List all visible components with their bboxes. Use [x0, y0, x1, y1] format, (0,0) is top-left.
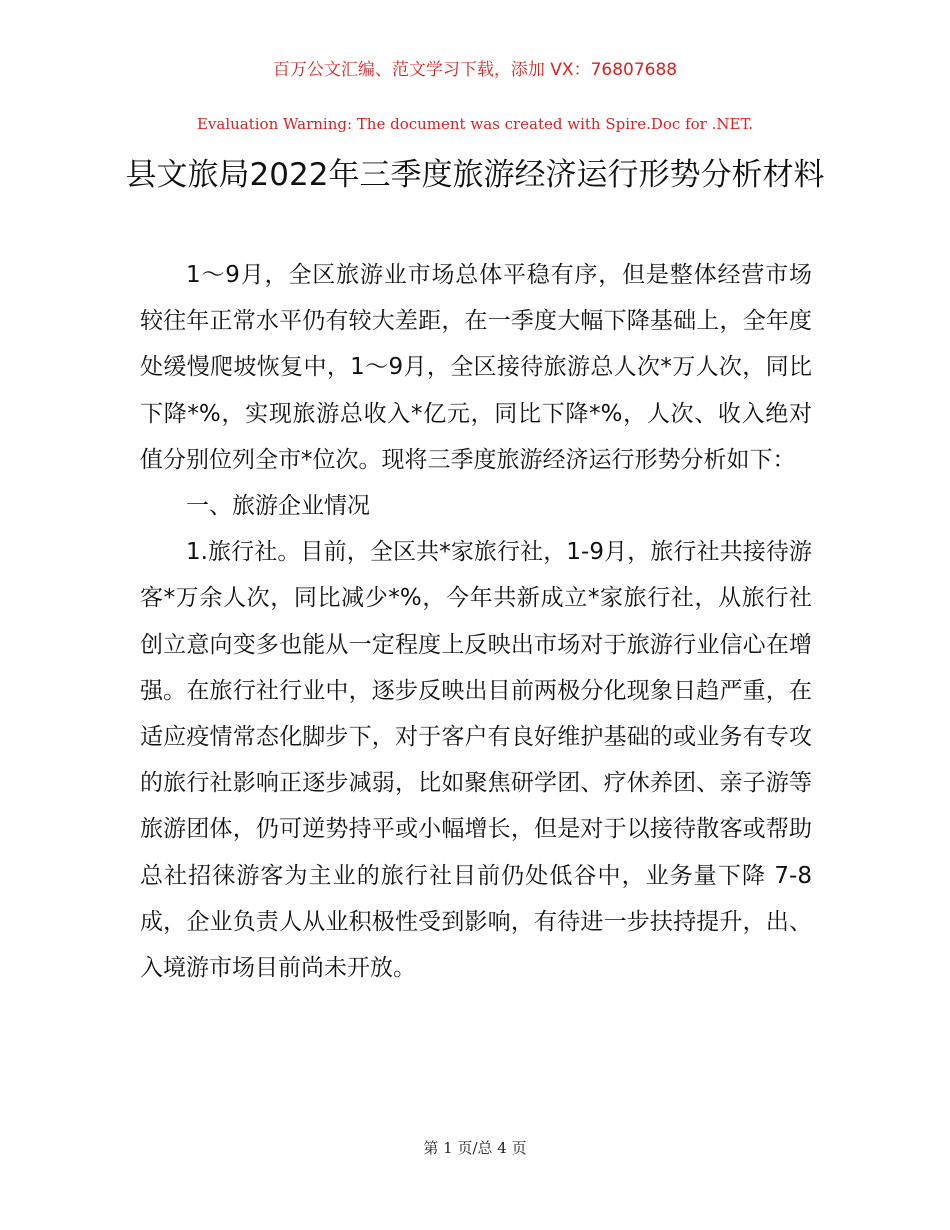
header-banner: 百万公文汇编、范文学习下载，添加 VX：76807688 — [272, 60, 678, 80]
document-body — [140, 252, 812, 991]
paragraph-travel-agency: 1.旅行社。目前，全区共*家旅行社，1-9月，旅行社共接待游客*万余人次，同比减少*%，今年共新成立*家旅行社，从旅行社创立意向变多也能从一定程度上反映出市场对于旅游行业信心在增强。在旅行社行业中，逐步反映出目前两极分化现象日趋严重，在适应疫情常态化脚步下，对于客户有良好维护基础的或业务有专攻的旅行社影响正逐步减弱，比如聚焦研学团、疗休养团、亲子游等旅游团体，仍可逆势持平或小幅增长，但是对于以接待散客或帮助总社招徕游客为主业的旅行社目前仍处低谷中，业务量下降 7-8 成，企业负责人从业积极性受到影响，有待进一步扶持提升，出、入境游市场目前尚未开放。 — [140, 539, 812, 982]
section-heading: 一、旅游企业情况 — [186, 493, 370, 520]
evaluation-warning: Evaluation Warning: The document was created with Spire.Doc for .NET. — [196, 115, 754, 133]
page-number: 第 1 页/总 4 页 — [423, 1139, 527, 1157]
paragraph-intro: 1～9月，全区旅游业市场总体平稳有序，但是整体经营市场较往年正常水平仍有较大差距，在一季度大幅下降基础上，全年度处缓慢爬坡恢复中，1～9月，全区接待旅游总人次*万人次，同比下降*%，实现旅游总收入*亿元，同比下降*%，人次、收入绝对值分别位列全市*位次。现将三季度旅游经济运行形势分析如下： — [140, 262, 812, 473]
document-title: 县文旅局2022年三季度旅游经济运行形势分析材料 — [125, 157, 825, 193]
